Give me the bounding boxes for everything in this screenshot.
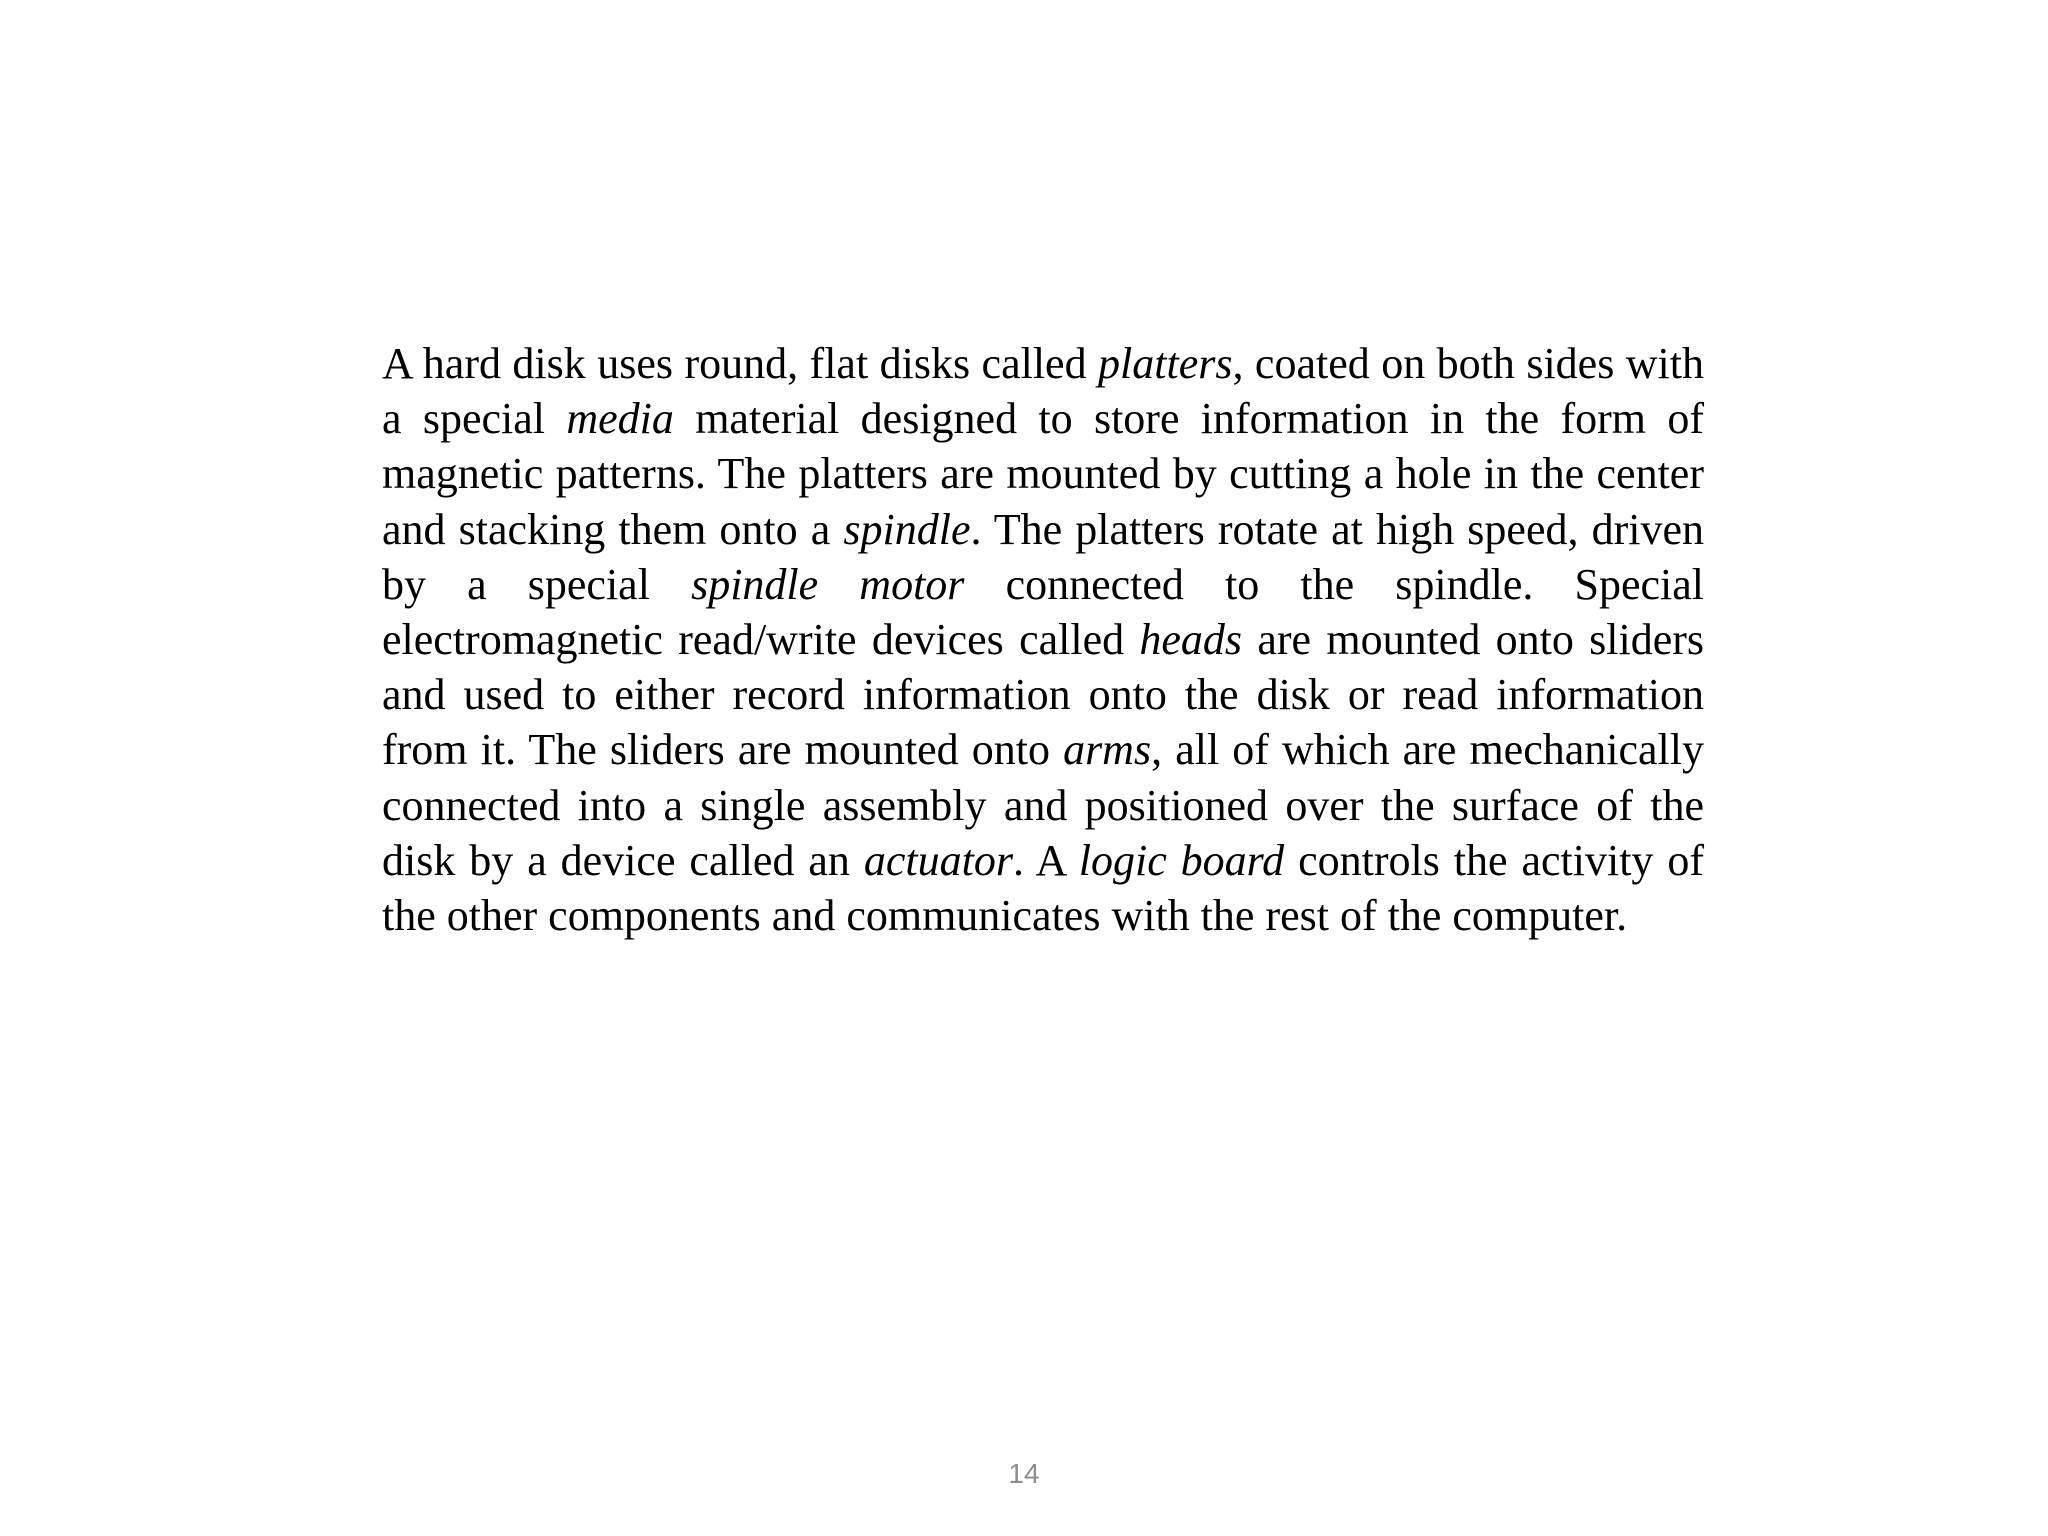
text-segment: . The platters rotate at high speed, driven by a special — [382, 504, 1704, 609]
text-segment: connected to the spindle. Special electromagnetic read/write devices called — [382, 559, 1704, 665]
text-segment: are mounted onto sliders and used to either record information onto the disk or read information from it. The sliders are mounted onto — [382, 615, 1704, 775]
text-segment: . A — [1012, 835, 1079, 885]
page-number: 14 — [1008, 1458, 1040, 1489]
term-heads: heads — [1139, 615, 1243, 665]
text-segment: , coated on both sides with a special — [382, 339, 1704, 444]
text-segment: material designed to store information in the form of magnetic patterns. The platters are mounted by cutting a hole in the center and stacking them onto a — [382, 394, 1704, 554]
text-segment: controls the activity of the other components and communicates with the rest of the computer. — [382, 835, 1705, 941]
term-actuator: actuator — [863, 835, 1013, 885]
body-paragraph — [382, 336, 1704, 943]
text-segment: A hard disk uses round, flat disks called — [382, 339, 1099, 388]
term-platters: platters — [1098, 339, 1233, 388]
term-spindle: spindle — [843, 504, 971, 554]
text-segment: , all of which are mechanically connected into a single assembly and positioned over the surface of the disk by a device called an — [382, 725, 1704, 885]
term-arms: arms — [1063, 725, 1152, 775]
term-media: media — [566, 394, 674, 444]
term-spindle-motor: spindle motor — [691, 559, 965, 609]
term-logic-board: logic board — [1078, 835, 1285, 885]
